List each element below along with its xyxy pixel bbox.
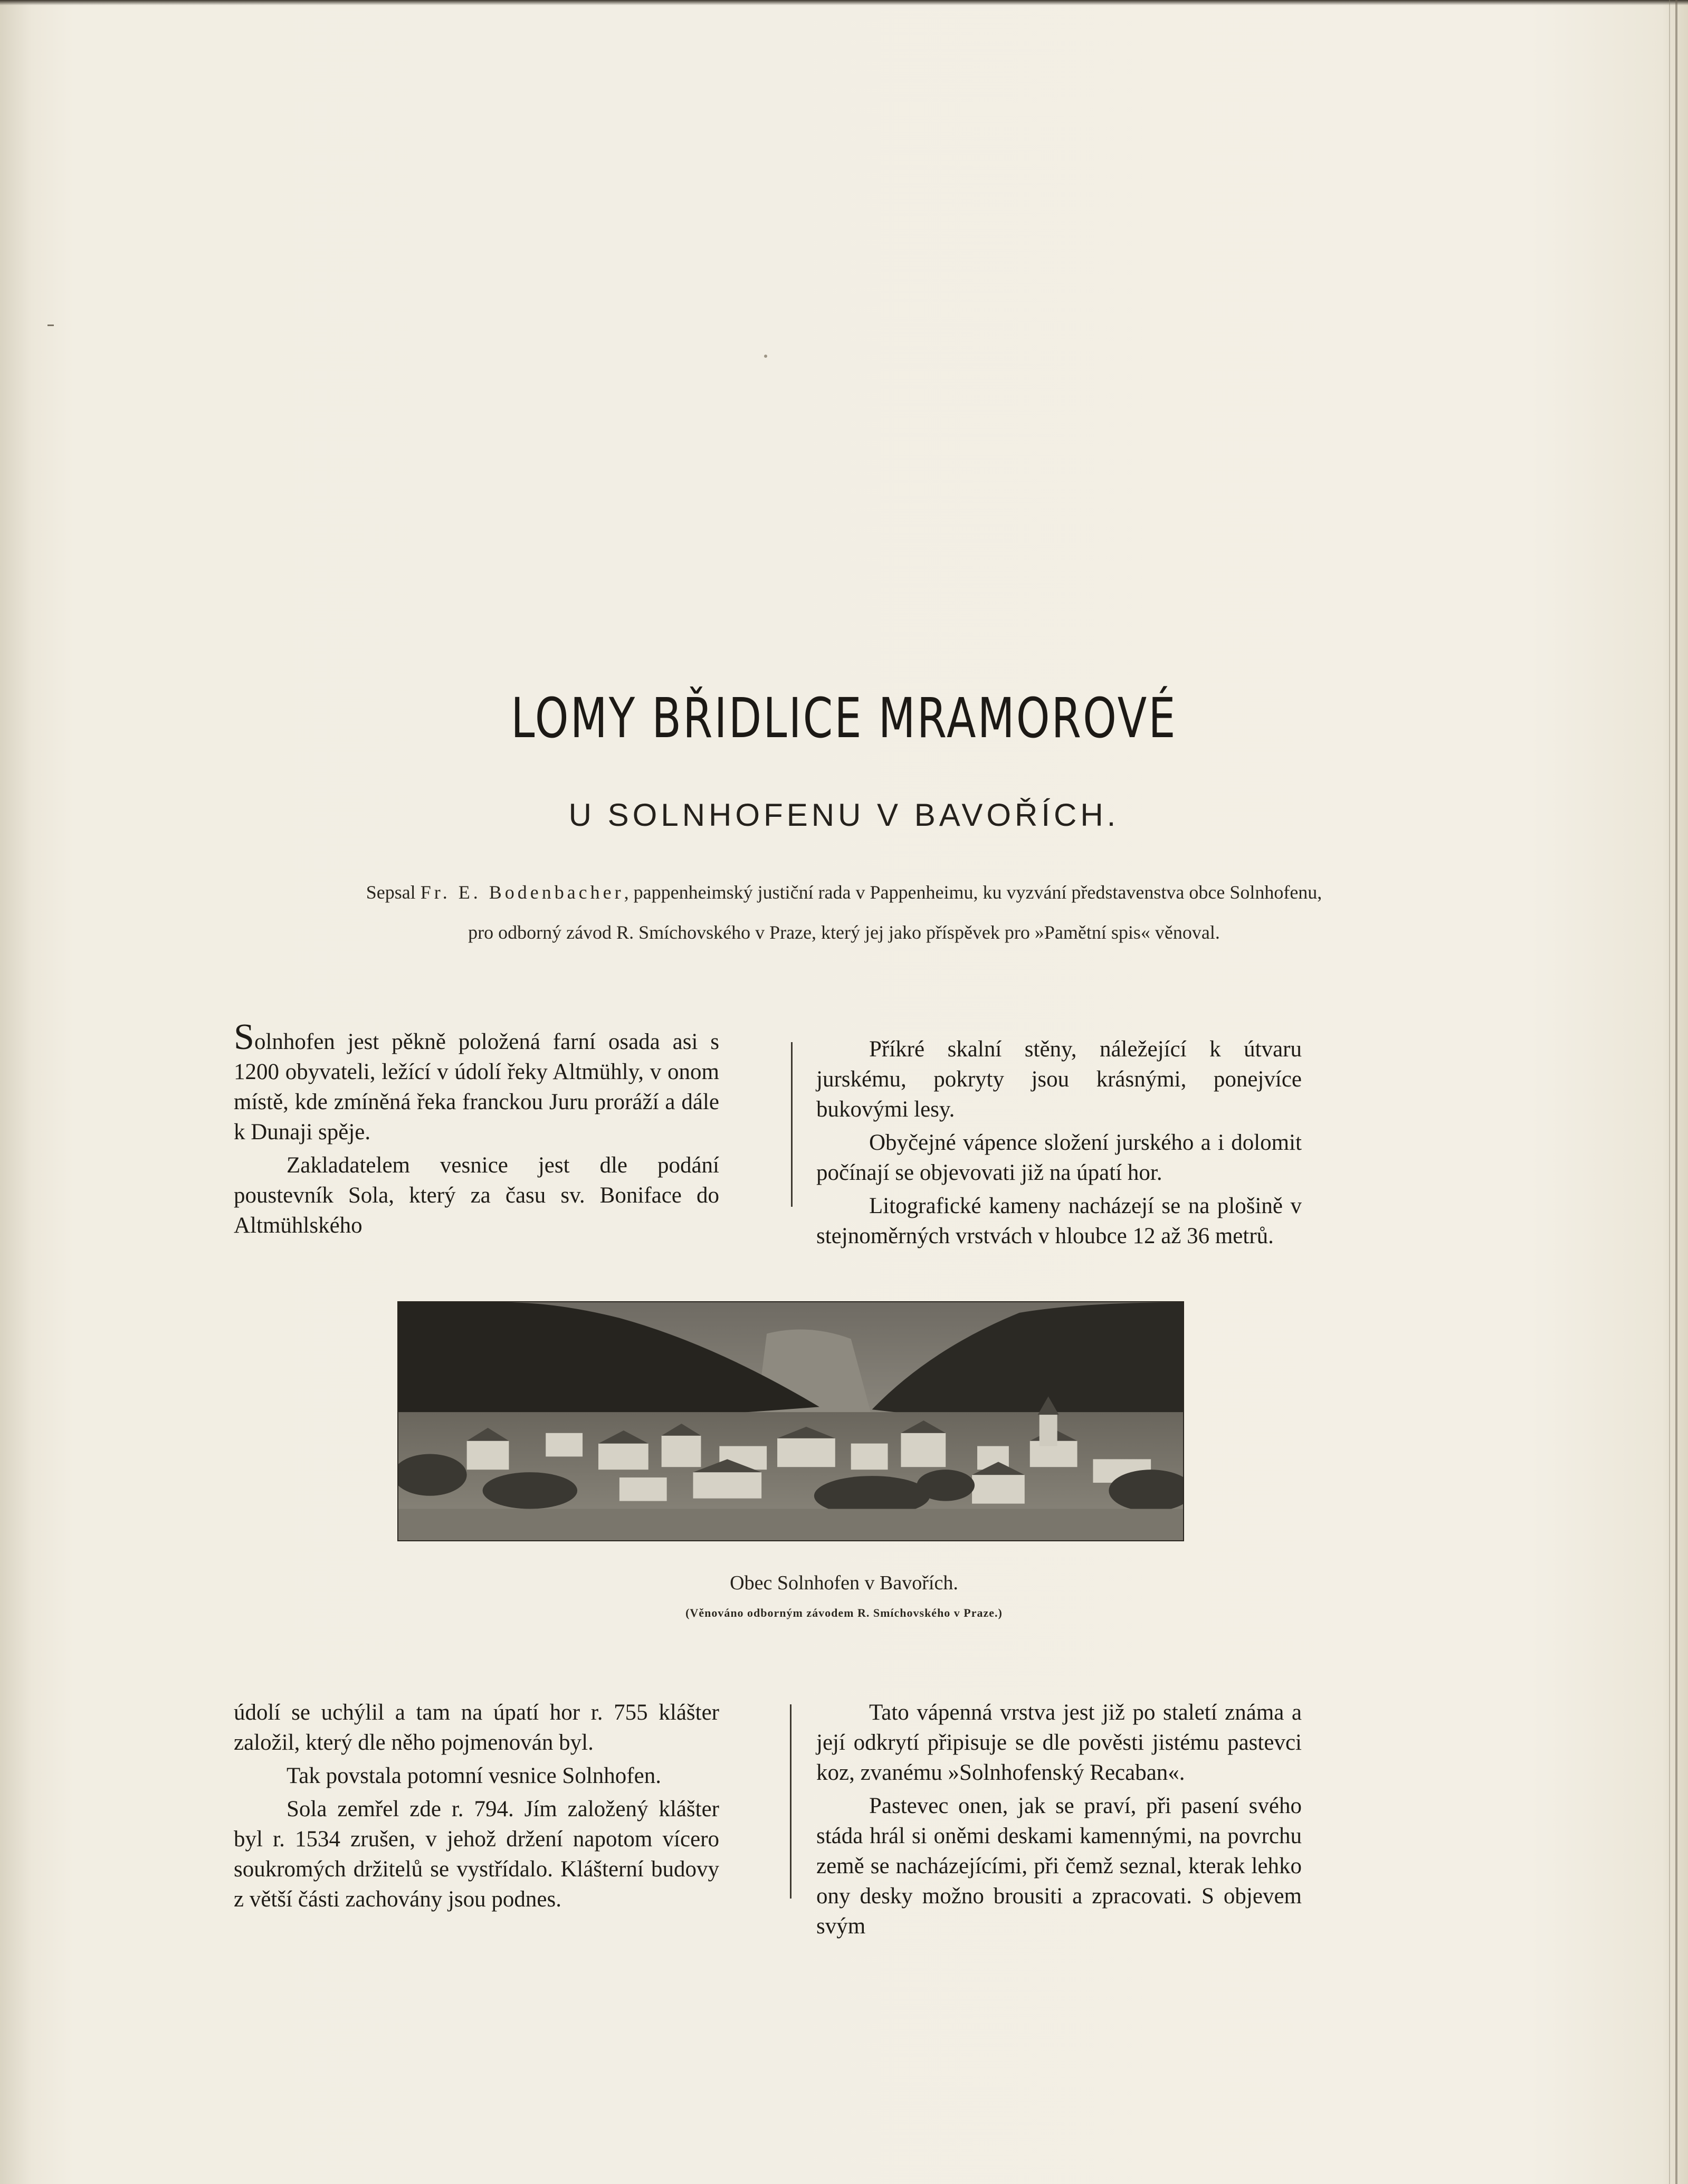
paragraph — [234, 1017, 719, 1147]
photo-illustration — [398, 1302, 1183, 1540]
foreground-meadow — [398, 1509, 1183, 1540]
drop-cap: S — [234, 1017, 254, 1057]
paragraph-text: olnhofen jest pěkně položená farní osada asi s 1200 obyvateli, ležící v údolí řeky Altmühly, v onom místě, kde zmíněná řeka franckou Juru proráží a dále k Dunaji spěje. — [234, 1029, 719, 1145]
page-binding-edge — [1675, 0, 1677, 2184]
paragraph: Zakladatelem vesnice jest dle podání poustevník Sola, který za času sv. Boniface do Altmühlského — [234, 1153, 719, 1238]
bottom-right-column — [816, 1697, 1302, 1941]
article-title: LOMY BŘIDLICE MRAMOROVÉ — [511, 686, 1177, 750]
column-divider — [790, 1704, 791, 1899]
paragraph: Tak povstala potomní vesnice Solnhofen. — [287, 1763, 661, 1788]
byline-line-2: pro odborný závod R. Smíchovského v Praze, který jej jako příspěvek pro »Pamětní spis« věnoval. — [468, 922, 1220, 943]
article-subtitle: U SOLNHOFENU V BAVOŘÍCH. — [568, 797, 1120, 833]
paragraph: Příkré skalní stěny, náležející k útvaru jurskému, pokryty jsou krásnými, ponejvíce bukovými lesy. — [816, 1037, 1302, 1122]
byline-rest: , pappenheimský justiční rada v Pappenheimu, ku vyzvání představenstva obce Solnhofenu, — [624, 882, 1322, 903]
page-binding-edge-inner — [1669, 0, 1670, 2184]
figure-caption: Obec Solnhofen v Bavořích. — [730, 1572, 958, 1594]
paragraph: údolí se uchýlil a tam na úpatí hor r. 755 klášter založil, který dle něho pojmenován byl. — [234, 1700, 719, 1755]
paragraph: Litografické kameny nacházejí se na plošině v stejnoměrných vrstvách v hloubce 12 až 36 metrů. — [816, 1194, 1302, 1248]
bottom-left-column — [234, 1697, 719, 1914]
paper-speck — [764, 355, 767, 358]
page-top-edge — [0, 0, 1688, 5]
village-photograph — [397, 1301, 1184, 1541]
paragraph: Obyčejné vápence složení jurského a i dolomit počínají se objevovati již na úpatí hor. — [816, 1130, 1302, 1185]
church-tower — [1039, 1415, 1057, 1446]
top-right-column — [816, 1034, 1302, 1251]
paragraph: Pastevec onen, jak se praví, při pasení svého stáda hrál si oněmi deskami kamennými, na povrchu země se nacházejícími, při čemž seznal, kterak lehko ony desky možno brousiti a zpracovati. S objevem svým — [816, 1794, 1302, 1939]
column-divider — [791, 1042, 793, 1207]
paragraph: Tato vápenná vrstva jest již po staletí známa a její odkrytí připisuje se dle pověsti jistému pastevci koz, zvanému »Solnhofenský Recaban«. — [816, 1700, 1302, 1785]
byline-line-1 — [106, 881, 1582, 903]
margin-mark — [47, 325, 54, 326]
author-name: Fr. E. Bodenbacher — [420, 882, 624, 903]
byline-prefix: Sepsal — [366, 882, 416, 903]
paragraph: Sola zemřel zde r. 794. Jím založený klášter byl r. 1534 zrušen, v jehož držení napotom vícero soukromých držitelů se vystřídalo. Klášterní budovy z větší části zachovány jsou podnes. — [234, 1797, 719, 1912]
top-left-column — [234, 1017, 719, 1241]
figure-credit: (Věnováno odborným závodem R. Smíchovského v Praze.) — [685, 1606, 1003, 1619]
